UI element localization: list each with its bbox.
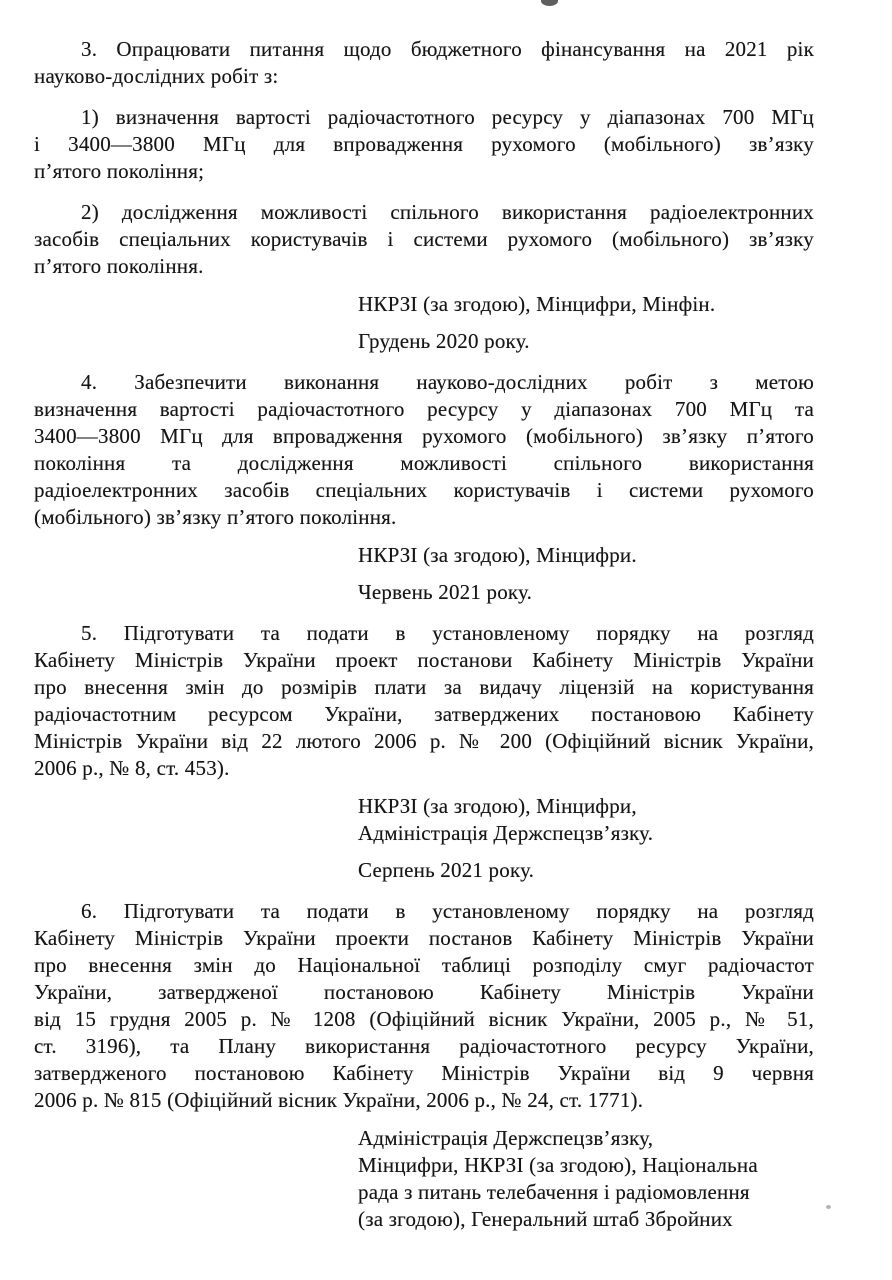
paragraph-item-5 xyxy=(34,620,814,782)
date-line: Грудень 2020 року. xyxy=(358,329,530,353)
executors-block-4 xyxy=(34,1125,814,1233)
date-line: Червень 2021 року. xyxy=(358,580,533,604)
text-line: 2) дослідження можливості спільного використання радіоелектронних xyxy=(81,200,814,224)
text-line: 1) визначення вартості радіочастотного ресурсу у діапазонах 700 МГц xyxy=(81,105,814,129)
text-line: Міністрів України від 22 лютого 2006 р. № 200 (Офіційний вісник України, xyxy=(34,729,814,753)
paragraph-item-3 xyxy=(34,36,814,90)
text-line: 3400—3800 МГц для впровадження рухомого (мобільного) зв’язку п’ятого xyxy=(34,424,814,448)
deadline-date-1 xyxy=(34,328,814,355)
paragraph-item-4 xyxy=(34,369,814,531)
text-line: радіоелектронних засобів спеціальних користувачів і системи рухомого xyxy=(34,478,814,502)
text-line: про внесення змін до Національної таблиці розподілу смуг радіочастот xyxy=(34,953,814,977)
text-line: науково-дослідних робіт з: xyxy=(34,64,279,88)
text-line: п’ятого покоління; xyxy=(34,159,205,183)
text-line: радіочастотним ресурсом України, затверджених постановою Кабінету xyxy=(34,702,814,726)
text-line: 2006 р., № 8, ст. 453). xyxy=(34,756,230,780)
text-line: 3. Опрацювати питання щодо бюджетного фінансування на 2021 рік xyxy=(81,37,814,61)
text-line: затвердженого постановою Кабінету Міністрів України від 9 червня xyxy=(34,1061,814,1085)
paragraph-item-6 xyxy=(34,898,814,1114)
text-line: покоління та дослідження можливості спільного використання xyxy=(34,451,814,475)
text-line: і 3400—3800 МГц для впровадження рухомого (мобільного) зв’язку xyxy=(34,132,814,156)
executor-line: НКРЗІ (за згодою), Мінцифри, xyxy=(358,794,637,818)
text-line: Кабінету Міністрів України проект постанови Кабінету Міністрів України xyxy=(34,648,814,672)
text-line: від 15 грудня 2005 р. № 1208 (Офіційний вісник України, 2005 р., № 51, xyxy=(34,1007,814,1031)
deadline-date-3 xyxy=(34,857,814,884)
executor-line: Адміністрація Держспецзв’язку, xyxy=(358,1126,654,1150)
subparagraph-item-1 xyxy=(34,104,814,185)
scan-artifact-dot xyxy=(826,1205,831,1209)
text-line: 6. Підготувати та подати в установленому порядку на розгляд xyxy=(81,899,814,923)
executors-block-3 xyxy=(34,793,814,847)
executor-line: НКРЗІ (за згодою), Мінцифри. xyxy=(358,543,637,567)
executor-line: (за згодою), Генеральний штаб Збройних xyxy=(358,1207,733,1231)
executor-line: рада з питань телебачення і радіомовлення xyxy=(358,1180,750,1204)
text-line: п’ятого покоління. xyxy=(34,254,204,278)
text-line: України, затвердженої постановою Кабінету Міністрів України xyxy=(34,980,814,1004)
text-line: Кабінету Міністрів України проекти постанов Кабінету Міністрів України xyxy=(34,926,814,950)
text-line: 5. Підготувати та подати в установленому порядку на розгляд xyxy=(81,621,814,645)
executor-line: НКРЗІ (за згодою), Мінцифри, Мінфін. xyxy=(358,292,716,316)
text-line: про внесення змін до розмірів плати за видачу ліцензій на користування xyxy=(34,675,814,699)
text-line: визначення вартості радіочастотного ресурсу у діапазонах 700 МГц та xyxy=(34,397,814,421)
text-line: засобів спеціальних користувачів і системи рухомого (мобільного) зв’язку xyxy=(34,227,814,251)
text-line: 2006 р. № 815 (Офіційний вісник України, 2006 р., № 24, ст. 1771). xyxy=(34,1088,644,1112)
scan-artifact-top xyxy=(541,0,558,6)
subparagraph-item-2 xyxy=(34,199,814,280)
text-line: (мобільного) зв’язку п’ятого покоління. xyxy=(34,505,397,529)
date-line: Серпень 2021 року. xyxy=(358,858,535,882)
executors-block-1 xyxy=(34,291,814,318)
executor-line: Мінцифри, НКРЗІ (за згодою), Національна xyxy=(358,1153,758,1177)
deadline-date-2 xyxy=(34,579,814,606)
text-line: ст. 3196), та Плану використання радіочастотного ресурсу України, xyxy=(34,1034,814,1058)
text-line: 4. Забезпечити виконання науково-дослідних робіт з метою xyxy=(81,370,814,394)
executors-block-2 xyxy=(34,542,814,569)
executor-line: Адміністрація Держспецзв’язку. xyxy=(358,821,654,845)
